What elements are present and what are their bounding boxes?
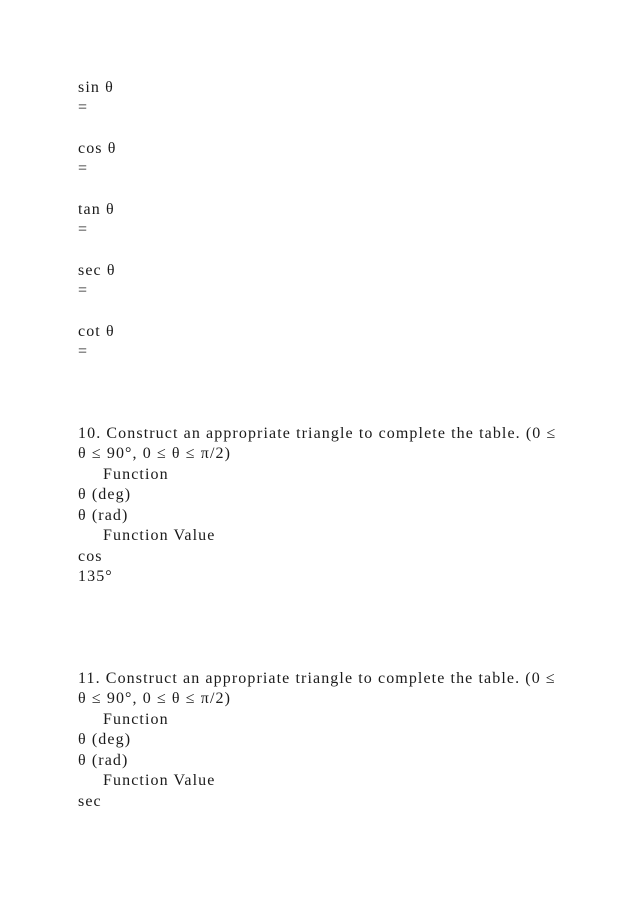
problem10-prompt-line1: 10. Construct an appropriate triangle to complete the table. (0 ≤ (78, 425, 557, 442)
def-tan-equals: = (78, 221, 89, 238)
problem11-header-rad: θ (rad) (78, 752, 129, 769)
problem11-header-function: Function (103, 711, 169, 728)
def-cot-label: cot θ (78, 323, 115, 340)
problem11-header-deg: θ (deg) (78, 731, 132, 748)
def-sec-equals: = (78, 282, 89, 299)
problem10-row-deg: 135° (78, 568, 113, 585)
def-sec-label: sec θ (78, 262, 116, 279)
problem10-header-function: Function (103, 466, 169, 483)
def-tan-label: tan θ (78, 201, 115, 218)
def-sin-label: sin θ (78, 79, 114, 96)
def-cos-label: cos θ (78, 140, 117, 157)
problem11-prompt-line2: θ ≤ 90°, 0 ≤ θ ≤ π/2) (78, 690, 232, 707)
problem11-row-function: sec (78, 793, 102, 810)
problem10-header-rad: θ (rad) (78, 507, 129, 524)
def-cot-equals: = (78, 343, 89, 360)
problem11-prompt-line1: 11. Construct an appropriate triangle to complete the table. (0 ≤ (78, 670, 556, 687)
problem10-row-function: cos (78, 548, 103, 565)
problem10-header-value: Function Value (103, 527, 216, 544)
def-sin-equals: = (78, 99, 89, 116)
def-cos-equals: = (78, 160, 89, 177)
problem11-header-value: Function Value (103, 772, 216, 789)
problem10-header-deg: θ (deg) (78, 486, 132, 503)
problem10-prompt-line2: θ ≤ 90°, 0 ≤ θ ≤ π/2) (78, 445, 232, 462)
